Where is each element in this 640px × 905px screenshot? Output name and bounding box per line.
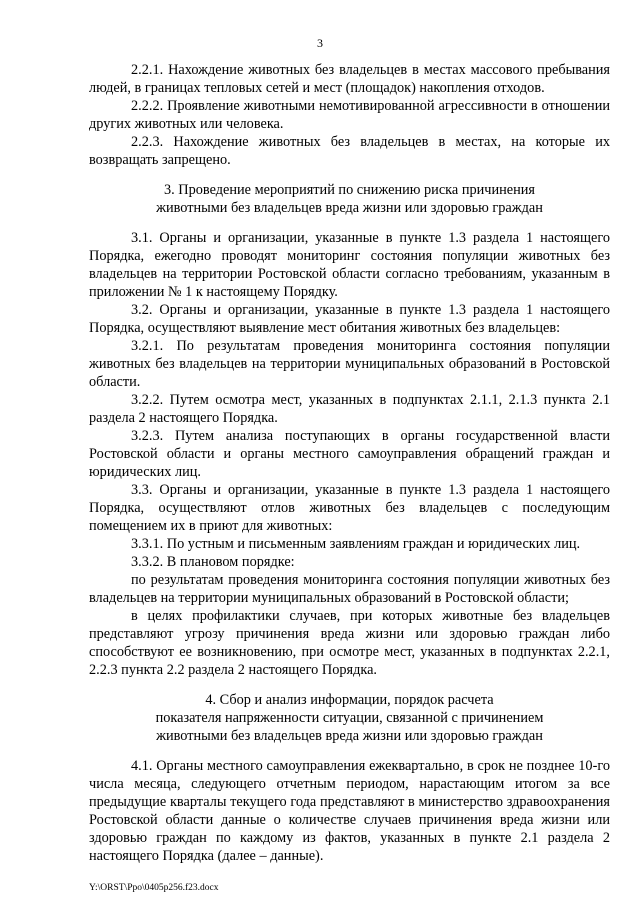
paragraph-planned-prevention: в целях профилактики случаев, при которых животные без владельцев представляют угрозу причинения вреда жизни или здоровью граждан либо способствуют ее возникновению, при осмотре мест, указанных в подпунктах 2.2.1, 2.2.3 пункта 2.2 раздела 2 настоящего Порядка. <box>89 608 610 678</box>
paragraph-planned-monitoring: по результатам проведения мониторинга состояния популяции животных без владельцев на территории муниципальных образований в Ростовской области; <box>89 572 610 606</box>
paragraph-3-2-2: 3.2.2. Путем осмотра мест, указанных в подпунктах 2.1.1, 2.1.3 пункта 2.1 раздела 2 настоящего Порядка. <box>89 392 610 426</box>
paragraph-4-1: 4.1. Органы местного самоуправления ежеквартально, в срок не позднее 10-го числа месяца, следующего отчетным периодом, нарастающим итогом за все предыдущие кварталы текущего года представляют в министерство здравоохранения Ростовской области данные о количестве случаев причинения вреда жизни или здоровью граждан по каждому из фактов, указанных в пункте 2.1 раздела 2 настоящего Порядка (далее – данные). <box>89 758 610 864</box>
paragraph-3-2-3: 3.2.3. Путем анализа поступающих в органы государственной власти Ростовской области и органы местного самоуправления обращений граждан и юридических лиц. <box>89 428 610 480</box>
paragraph-2-2-3: 2.2.3. Нахождение животных без владельцев в местах, на которые их возвращать запрещено. <box>89 134 610 168</box>
section-3-title-line-2: животными без владельцев вреда жизни или здоровью граждан <box>156 200 543 216</box>
section-3-title-line-1: 3. Проведение мероприятий по снижению риска причинения <box>164 182 535 198</box>
paragraph-3-3-1: 3.3.1. По устным и письменным заявлениям граждан и юридических лиц. <box>131 536 581 552</box>
paragraph-3-3: 3.3. Органы и организации, указанные в пункте 1.3 раздела 1 настоящего Порядка, осуществляют отлов животных без владельцев с последующим помещением их в приют для животных: <box>89 482 610 534</box>
page-number: 3 <box>317 36 323 50</box>
section-4-title-line-2: показателя напряженности ситуации, связанной с причинением <box>155 710 544 726</box>
paragraph-3-2: 3.2. Органы и организации, указанные в пункте 1.3 раздела 1 настоящего Порядка, осуществляют выявление мест обитания животных без владельцев: <box>89 302 610 336</box>
paragraph-3-1: 3.1. Органы и организации, указанные в пункте 1.3 раздела 1 настоящего Порядка, ежегодно проводят мониторинг состояния популяции животных без владельцев на территории Ростовской области согласно требованиям, указанным в приложении № 1 к настоящему Порядку. <box>89 230 610 300</box>
footer-file-path: Y:\ORST\Ppo\0405p256.f23.docx <box>89 883 219 893</box>
paragraph-3-2-1: 3.2.1. По результатам проведения мониторинга состояния популяции животных без владельцев на территории муниципальных образований в Ростовской области. <box>89 338 610 390</box>
paragraph-2-2-2: 2.2.2. Проявление животными немотивированной агрессивности в отношении других животных или человека. <box>89 98 610 132</box>
document-body <box>89 61 610 865</box>
section-4-title-line-1: 4. Сбор и анализ информации, порядок расчета <box>205 692 494 708</box>
section-4-title-line-3: животными без владельцев вреда жизни или здоровью граждан <box>156 728 543 744</box>
paragraph-2-2-1: 2.2.1. Нахождение животных без владельцев в местах массового пребывания людей, в границах тепловых сетей и мест (площадок) накопления отходов. <box>89 62 610 96</box>
paragraph-3-3-2: 3.3.2. В плановом порядке: <box>131 554 295 570</box>
